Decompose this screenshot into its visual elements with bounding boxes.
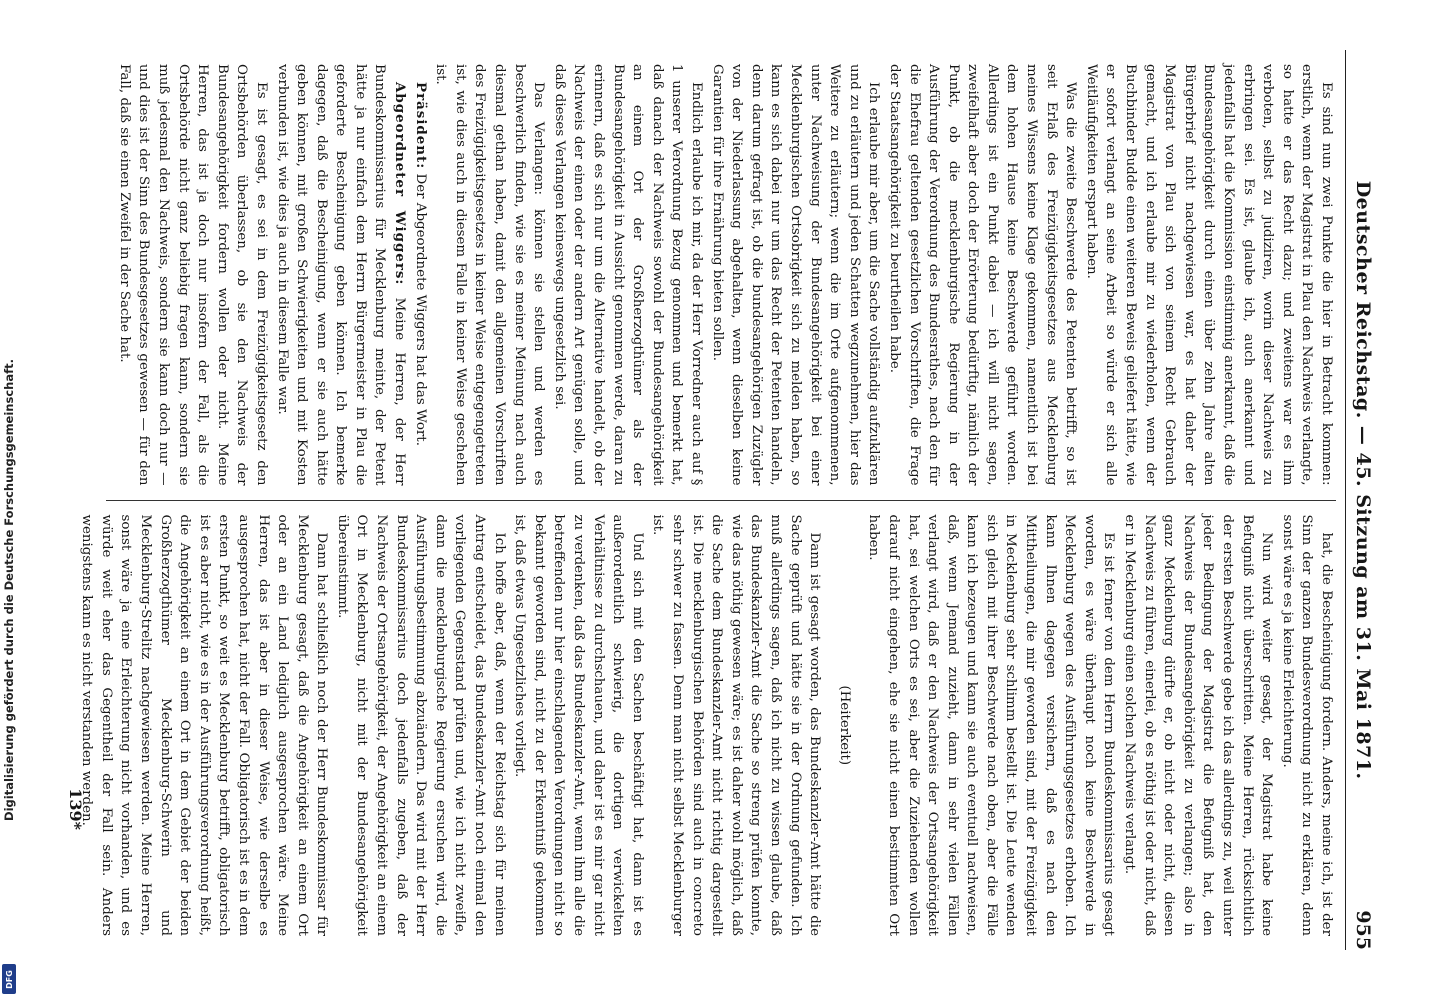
paragraph: Es sind nun zwei Punkte die hier in Betracht kommen: erstlich, wenn der Magistrat in Plau den Nachweis verlangte, so hatte er das Recht dazu; und zweitens war es ihm verboten, selbst zu judiziren, worin dieser Nachweis zu erbringen sei. Es ist, glaube ich, auch anerkannt und jedenfalls hat die Kommission einstimmig anerkannt, daß die Bundesangehörigkeit durch einen über zehn Jahre alten Bürgerbrief nicht nachgewiesen war, es hat daher der Magistrat von Plau sich von seinem Recht Gebrauch gemacht, und ich erlaube mir zu wiederholen, wenn der Buchbinder Budde einen weiteren Beweis geliefert hätte, wie er sofort verlangt an seine Arbeit so würde er sich alle Weitläufigkeiten erspart haben. <box>1083 64 1334 486</box>
paragraph: Dann hat schließlich noch der Herr Bundeskommissar für Mecklenburg gesagt, daß die Angehörigkeit an einem Ort oder an ein Land lediglich ausgesprochen wäre. Meine Herren, das ist aber in dieser Weise, wie derselbe es ausgesprochen hat, nicht der Fall. Obligatorisch ist es in dem ersten Punkt, so weit es Mecklenburg betrifft, obligatorisch ist es aber nicht, wie es in der Ausführungsverordnung heißt, die Angehörigkeit an einem Ort in dem Gebiet der beiden Großherzogthümer Mecklenburg-Schwerin und Mecklenburg-Strelitz nachgewiesen werden. Meine Herren, sonst wäre ja eine Erleichterung nicht vorhanden, und es würde weit eher das Gegentheil der Fall sein. Anders wenigstens kann es nicht verstanden werden. <box>79 514 330 936</box>
paragraph: Es ist gesagt, es sei in dem Freizügigkeitsgesetz den Ortsbehörden überlassen, ob sie den Nachweis der Bundesangehörigkeit fordern wollen oder nicht. Meine Herren, das ist ja doch nur insofern der Fall, als die Ortsbehörde nicht ganz beliebig fragen kann, sondern sie muß jedesmal den Nachweis, sondern sie kann doch nur — und dies ist der Sinn des Bundesgesetzes gewesen — für den Fall, daß sie einen Zweifel in der Sache hat. <box>116 64 269 486</box>
sheet-number: 139* <box>66 788 85 830</box>
paragraph: Dann ist gesagt worden, das Bundeskanzler-Amt hätte die Sache geprüft und hätte sie in der Ordnung gefunden. Ich muß allerdings sagen, daß ich nicht zu wissen glaube, daß das Bundeskanzler-Amt die Sache so streng prüfen konnte, wie das nöthig gewesen wäre; es ist daher wohl möglich, daß die Sache dem Bundeskanzler-Amt nicht richtig dargestellt ist. Die mecklenburgischen Behörden sind auch in concreto sehr schwer zu fassen. Denn man nicht selbst Mecklenburger ist. <box>650 514 823 936</box>
page-header <box>1345 50 1374 950</box>
speaker-text: Der Abgeordnete Wiggers hat das Wort. <box>412 173 428 446</box>
paragraph: hat, die Bescheinigung fordern. Anders, meine ich, ist der Sinn der ganzen Bundesverordnung nicht zu erklären, denn sonst wäre es ja keine Erleichterung. <box>1279 514 1334 936</box>
dfg-logo-icon <box>2 964 16 994</box>
page-title: Deutscher Reichstag. — 45. Sitzung am 31. Mai 1871. <box>1352 180 1374 780</box>
speaker-paragraph <box>272 64 409 486</box>
text-columns <box>79 50 1336 950</box>
digitization-note-text: Digitalisierung gefördert durch die Deutsche Forschungsgemeinschaft. <box>2 359 16 821</box>
dfg-logo-text: DFG <box>4 969 14 989</box>
paragraph: Es ist ferner von dem Herrn Bundeskommissarius gesagt worden, es wäre überhaupt noch keine Beschwerde in Mecklenburg wegen des Ausführungsgesetzes erhoben. Ich kann Ihnen dagegen versichern, daß es nach den Mittheilungen, die mir geworden sind, mit der Freizügigkeit in Mecklenburg sehr schlimm bestellt ist. Die Leute wenden sich gleich mit ihrer Beschwerde nach oben, aber die Fälle kann ich bezeugen und kann sie auch eventuell nachweisen, daß, wenn Jemand zuzieht, dann in sehr vielen Fällen verlangt wird, daß er den Nachweis der Ortsangehörigkeit hat, sei welchen Orts es sei, aber die Zuziehenden wollen darauf nicht eingehen, ehe sie nicht einen bestimmten Ort haben. <box>866 514 1117 936</box>
speaker-paragraph <box>410 64 430 486</box>
interjection: (Heiterkeit) <box>836 685 852 766</box>
paragraph: Und sich mit den Sachen beschäftigt hat, dann ist es außerordentlich schwierig, die dortigen verwickelten Verhältnisse zu durchschauen, und daher ist es mir gar nicht zu verdenken, daß das Bundeskanzler-Amt, wenn ihm alle die betreffenden nur hier einschlagenden Verordnungen nicht so bekannt geworden sind, nicht zu der Erkenntniß gekommen ist, daß etwas Ungesetzliches vorliegt. <box>512 514 645 936</box>
paragraph: Das Verlangen: können sie stellen und werden es beschwerlich finden, wie sie es meiner Meinung nach auch diesmal gethan haben, damit den allgemeinen Vorschriften des Freizügigkeitsgesetzes in keiner Weise entgegengetreten ist, wie dies auch in diesem Falle in keiner Weise geschehen ist. <box>433 64 547 486</box>
column-right <box>79 500 1336 951</box>
newspaper-page <box>36 20 1396 980</box>
column-left <box>106 50 1336 500</box>
paragraph: Ich hoffe aber, daß, wenn der Reichstag sich für meinen Antrag entscheidet, das Bundeskanzler-Amt noch einmal den vorliegenden Gegenstand prüfen und, wie ich nicht zweifle, dann die mecklenburgische Regierung ersuchen wird, die Ausführungsbestimmung abzuändern. Das wird mit der Herr Bundeskommissarius doch jedenfalls zugeben, daß der Nachweis der Ortsangehörigkeit, der Angehörigkeit an einem Ort in Mecklenburg, nicht mit der Bundesangehörigkeit übereinstimmt. <box>334 514 507 936</box>
paragraph: Ich erlaube mir aber, um die Sache vollständig aufzuklären und zu erläutern und jeden Schatten wegzunehmen, hier das Weitere zu erläutern; wenn die im Orte aufgenommenen, unter Nachweisung der Bundesangehörigkeit bei einer Mecklenburgischen Ortsobrigkeit sich zu melden haben, so kann es sich dabei nur um das Recht der Petenten handeln, denn darum gefragt ist, ob die bundesangehörigen Zuzügler von der Niederlassung abgehalten, wenn dieselben keine Garantien für ihre Ernährung bieten sollen. <box>709 64 882 486</box>
digitization-note <box>0 180 18 1000</box>
paragraph: Endlich erlaube ich mir, da der Herr Vorredner auch auf § 1 unserer Verordnung Bezug genommen und bemerkt hat, daß danach der Nachweis sowohl der Bundesangehörigkeit an einem Ort der Großherzogthümer als der Bundesangehörigkeit in Aussicht genommen werde, daran zu erinnern, daß es sich nur um die Alternative handelt, ob der Nachweis der einen oder der andern Art genügen solle, und daß dieses Verlangen keineswegs ungesetzlich sei. <box>551 64 704 486</box>
paragraph: Was die zweite Beschwerde des Petenten betrifft, so ist seit Erlaß des Freizügigkeitsgesetzes aus Mecklenburg meines Wissens keine Klage gekommen, namentlich ist bei dem hohen Hause keine Beschwerde geführt worden. Allerdings ist ein Punkt dabei — ich will nicht sagen, zweifelhaft aber doch der Erörterung bedürftig, nämlich der Punkt, ob die mecklenburgische Regierung in der Ausführung der Verordnung des Bundesrathes, nach den für die Ehefrau geltenden gesetzlichen Vorschriften, die Frage der Staatsangehörigkeit zu beurtheilen habe. <box>886 64 1079 486</box>
paragraph: Nun wird weiter gesagt, der Magistrat habe keine Befugniß nicht überschritten. Meine Herren, rücksichtlich der ersten Beschwerde gebe ich das allerdings zu, weil unter jeder Bedingung der Magistrat die Befugniß hat, den Nachweis der Bundesangehörigkeit zu verlangen; also in ganz Mecklenburg dürfte er, ob nicht oder nicht, diesen Nachweis zu führen, einerlei, ob es nöthig ist oder nicht, daß er in Mecklenburg einen solchen Nachweis verlangt. <box>1122 514 1275 936</box>
page-number: 955 <box>1352 910 1374 950</box>
speaker-label: Präsident: <box>412 82 429 170</box>
speaker-label: Abgeordneter Wiggers: <box>392 82 409 286</box>
speaker-text: Meine Herren, der Herr Bundeskommissarius für Mecklenburg meinte, der Petent hätte ja nur einfach dem Herrn Bürgermeister in Plau die geforderte Bescheinigung geben können. Ich bemerke dagegen, daß die Bescheinigung, wenn er sie auch hätte geben können, mit großen Schwierigkeiten und mit Kosten verbunden ist, wie dies ja auch in diesem Falle war. <box>274 64 408 486</box>
